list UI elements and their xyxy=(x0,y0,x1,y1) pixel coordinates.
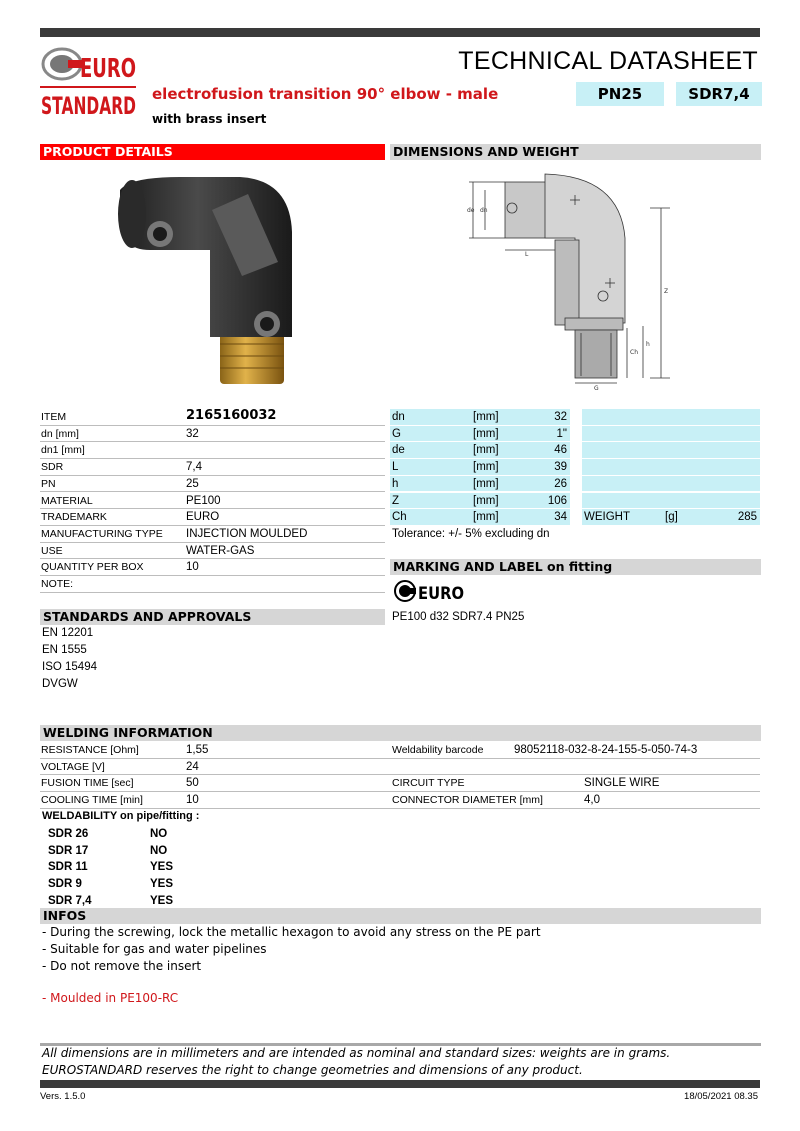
dimension-key: Z xyxy=(392,494,400,507)
detail-row xyxy=(40,442,385,459)
svg-text:h: h xyxy=(646,341,650,348)
dimension-unit: [mm] xyxy=(473,461,499,474)
detail-value: 7,4 xyxy=(186,461,202,474)
footer-line1: All dimensions are in millimeters and are intended as nominal and standard sizes: weights are in grams. xyxy=(42,1046,671,1060)
svg-text:Z: Z xyxy=(664,288,669,295)
dimension-unit: [mm] xyxy=(473,477,499,490)
weldability-sdr: SDR 9 xyxy=(48,878,82,891)
detail-key: QUANTITY PER BOX xyxy=(41,561,144,574)
dimension-row xyxy=(390,409,570,426)
info-item: - During the screwing, lock the metallic hexagon to avoid any stress on the PE part xyxy=(42,925,541,939)
detail-row xyxy=(40,476,385,493)
detail-key: NOTE: xyxy=(41,578,74,590)
weight-key: WEIGHT xyxy=(584,511,630,524)
dimension-row xyxy=(390,493,570,510)
detail-key: MANUFACTURING TYPE xyxy=(41,527,163,540)
detail-key: SDR xyxy=(41,461,64,474)
detail-key: ITEM xyxy=(41,411,67,423)
weight-unit: [g] xyxy=(665,511,678,524)
eurostandard-logo xyxy=(40,46,138,120)
detail-key: PN xyxy=(41,477,56,490)
dimension-value: 26 xyxy=(554,477,567,490)
svg-text:EURO: EURO xyxy=(418,584,464,604)
svg-text:G: G xyxy=(594,385,599,392)
svg-text:EURO: EURO xyxy=(80,54,136,84)
detail-row xyxy=(40,559,385,576)
detail-key: USE xyxy=(41,544,63,557)
welding-key: VOLTAGE [V] xyxy=(41,760,105,773)
footer-line2: EUROSTANDARD reserves the right to change geometries and dimensions of any product. xyxy=(42,1063,583,1077)
dimension-key: G xyxy=(392,427,401,440)
bottom-bar xyxy=(40,1080,760,1088)
detail-key: dn [mm] xyxy=(41,427,79,440)
detail-row xyxy=(40,493,385,510)
standard-item: EN 1555 xyxy=(42,644,87,656)
weldability-sdr: SDR 7,4 xyxy=(48,894,92,907)
svg-text:de: de xyxy=(467,207,475,214)
dimension-value: 39 xyxy=(554,461,567,474)
product-image xyxy=(110,172,310,387)
dimension-unit: [mm] xyxy=(473,427,499,440)
detail-value: 10 xyxy=(186,561,199,574)
weight-value: 285 xyxy=(737,511,757,524)
dimension-side-cell xyxy=(582,459,760,476)
weldability-row xyxy=(40,876,760,893)
dimension-unit: [mm] xyxy=(473,494,499,507)
welding-extra-value: SINGLE WIRE xyxy=(584,777,660,790)
standard-item: DVGW xyxy=(42,678,78,690)
print-date: 18/05/2021 08.35 xyxy=(684,1091,758,1102)
detail-row xyxy=(40,576,385,593)
info-item: - Do not remove the insert xyxy=(42,959,202,973)
weldability-result: NO xyxy=(150,844,168,857)
welding-extra-value: 98052118-032-8-24-155-5-050-74-3 xyxy=(514,744,698,756)
dimension-row xyxy=(390,426,570,443)
detail-value: WATER-GAS xyxy=(186,544,255,557)
pn-badge: PN25 xyxy=(576,82,664,106)
page-title: TECHNICAL DATASHEET xyxy=(458,47,758,75)
dimension-unit: [mm] xyxy=(473,444,499,457)
dimension-value: 106 xyxy=(547,494,567,507)
tolerance-note: Tolerance: +/- 5% excluding dn xyxy=(392,528,550,540)
dimension-key: de xyxy=(392,444,405,457)
dimension-row xyxy=(390,476,570,493)
detail-row xyxy=(40,543,385,560)
welding-key: COOLING TIME [min] xyxy=(41,794,143,807)
dimension-unit: [mm] xyxy=(473,511,499,524)
welding-extra-key: Weldability barcode xyxy=(392,744,484,756)
product-subtitle: with brass insert xyxy=(152,112,267,126)
weldability-row xyxy=(40,826,760,843)
dimension-value: 34 xyxy=(554,511,567,524)
weldability-sdr: SDR 11 xyxy=(48,861,88,874)
dimension-side-cell xyxy=(582,493,760,510)
dimension-row xyxy=(390,509,570,526)
marking-text: PE100 d32 SDR7.4 PN25 xyxy=(392,611,525,623)
standard-item: ISO 15494 xyxy=(42,661,97,673)
weldability-result: NO xyxy=(150,828,168,840)
detail-value: 2165160032 xyxy=(186,408,277,423)
weldability-result: YES xyxy=(150,878,174,891)
dimension-row xyxy=(390,459,570,476)
weight-row xyxy=(582,509,760,526)
welding-key: RESISTANCE [Ohm] xyxy=(41,744,139,756)
detail-value: EURO xyxy=(186,511,220,524)
detail-value: 25 xyxy=(186,477,199,490)
weldability-row xyxy=(40,893,760,910)
svg-text:STANDARD: STANDARD xyxy=(41,92,136,120)
detail-row xyxy=(40,509,385,526)
detail-row xyxy=(40,426,385,443)
svg-text:L: L xyxy=(525,251,529,258)
weldability-sdr: SDR 17 xyxy=(48,844,89,857)
weldability-sdr: SDR 26 xyxy=(48,828,89,840)
dimension-value: 46 xyxy=(554,444,567,457)
welding-value: 50 xyxy=(186,777,199,790)
detail-key: dn1 [mm] xyxy=(41,444,85,457)
weldability-result: YES xyxy=(150,861,174,874)
info-item: - Suitable for gas and water pipelines xyxy=(42,942,267,956)
dimension-unit: [mm] xyxy=(473,411,499,423)
section-product-details: PRODUCT DETAILS xyxy=(40,144,385,160)
welding-value: 10 xyxy=(186,794,199,807)
detail-value: 32 xyxy=(186,427,199,440)
version: Vers. 1.5.0 xyxy=(40,1091,86,1102)
weldability-row xyxy=(40,843,760,860)
detail-value: PE100 xyxy=(186,494,221,507)
infos-red-note: - Moulded in PE100-RC xyxy=(42,991,179,1005)
dimension-key: h xyxy=(392,477,399,490)
dimension-value: 1" xyxy=(556,427,567,440)
dimension-key: dn xyxy=(392,411,405,423)
welding-row xyxy=(40,775,760,792)
section-infos: INFOS xyxy=(40,908,761,924)
section-marking: MARKING AND LABEL on fitting xyxy=(390,559,761,575)
top-bar xyxy=(40,28,760,37)
technical-drawing xyxy=(455,168,680,393)
section-standards: STANDARDS AND APPROVALS xyxy=(40,609,385,625)
marking-logo xyxy=(394,579,466,603)
detail-row xyxy=(40,526,385,543)
dimension-key: Ch xyxy=(392,511,407,524)
weldability-row xyxy=(40,859,760,876)
weldability-title: WELDABILITY on pipe/fitting : xyxy=(42,810,200,822)
dimension-key: L xyxy=(392,461,399,474)
section-dimensions-weight: DIMENSIONS AND WEIGHT xyxy=(390,144,761,160)
dimension-value: 32 xyxy=(554,411,567,423)
welding-row xyxy=(40,759,760,776)
dimension-side-cell xyxy=(582,426,760,443)
weldability-result: YES xyxy=(150,894,174,907)
welding-value: 24 xyxy=(186,760,199,773)
dimension-side-cell xyxy=(582,476,760,493)
welding-extra-value: 4,0 xyxy=(584,794,600,807)
svg-text:Ch: Ch xyxy=(630,349,638,356)
detail-row xyxy=(40,409,385,426)
detail-row xyxy=(40,459,385,476)
welding-key: FUSION TIME [sec] xyxy=(41,777,134,790)
welding-row xyxy=(40,742,760,759)
welding-extra-key: CONNECTOR DIAMETER [mm] xyxy=(392,794,543,807)
sdr-badge: SDR7,4 xyxy=(676,82,762,106)
detail-value: INJECTION MOULDED xyxy=(186,527,308,540)
welding-value: 1,55 xyxy=(186,744,209,756)
dimension-side-cell xyxy=(582,409,760,426)
welding-row xyxy=(40,792,760,809)
dimension-side-cell xyxy=(582,442,760,459)
standard-item: EN 12201 xyxy=(42,627,94,639)
detail-key: MATERIAL xyxy=(41,494,93,507)
svg-text:dn: dn xyxy=(480,207,488,214)
detail-key: TRADEMARK xyxy=(41,511,107,524)
section-welding: WELDING INFORMATION xyxy=(40,725,761,741)
welding-extra-key: CIRCUIT TYPE xyxy=(392,777,465,790)
dimension-row xyxy=(390,442,570,459)
product-name: electrofusion transition 90° elbow - male xyxy=(152,85,499,103)
